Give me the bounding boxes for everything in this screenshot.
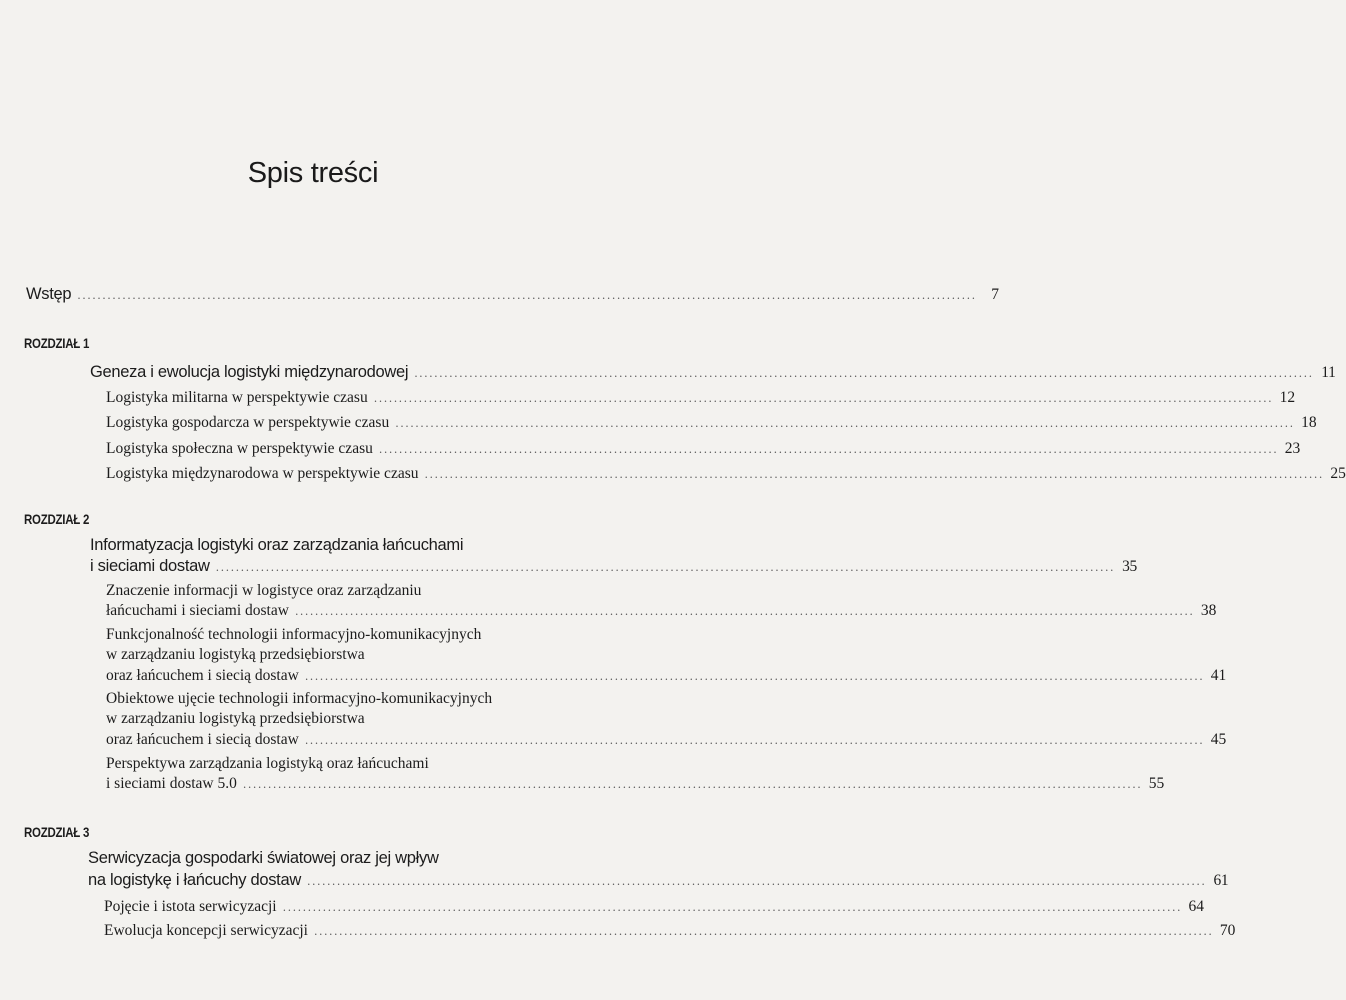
- page-number: 18: [1301, 414, 1317, 431]
- leader-dots: ....................................................................................................................................................................................: [77, 289, 977, 302]
- toc-entry-section[interactable]: [106, 465, 1346, 483]
- leader-dots: ....................................................................................................................................................................................: [414, 367, 1314, 380]
- chapter-title: Geneza i ewolucja logistyki międzynarodowej: [90, 363, 409, 381]
- page-number: 61: [1213, 872, 1229, 889]
- chapter-label: ROZDZIAŁ 2: [24, 511, 90, 527]
- toc-entry-section[interactable]: [106, 667, 1227, 685]
- toc-entry-section[interactable]: [106, 775, 1165, 793]
- section-title: w zarządzaniu logistyką przedsiębiorstwa: [106, 710, 365, 727]
- page-number: 25: [1330, 465, 1346, 482]
- page-number: 11: [1321, 364, 1336, 381]
- leader-dots: ....................................................................................................................................................................................: [314, 925, 1214, 938]
- leader-dots: ....................................................................................................................................................................................: [242, 778, 1143, 791]
- leader-dots: ....................................................................................................................................................................................: [215, 561, 1115, 574]
- toc-entry-section[interactable]: [106, 602, 1217, 620]
- chapter-title: Informatyzacja logistyki oraz zarządzania łańcuchami: [90, 536, 464, 554]
- toc-entry-section[interactable]: [106, 389, 1296, 407]
- toc-entry-section[interactable]: [106, 414, 1317, 432]
- toc-entry-section[interactable]: [106, 440, 1301, 458]
- intro-label: Wstęp: [26, 285, 72, 303]
- leader-dots: ....................................................................................................................................................................................: [282, 901, 1182, 914]
- section-title: Logistyka międzynarodowa w perspektywie czasu: [106, 465, 419, 482]
- leader-dots: ....................................................................................................................................................................................: [373, 392, 1274, 405]
- page-number: 35: [1122, 558, 1137, 575]
- page-number: 55: [1148, 775, 1165, 792]
- section-title: Logistyka gospodarcza w perspektywie czasu: [106, 414, 390, 431]
- chapter-label: ROZDZIAŁ 1: [24, 335, 90, 351]
- page-title: Spis treści: [247, 157, 379, 189]
- chapter-title: Serwicyzacja gospodarki światowej oraz jej wpływ: [88, 849, 439, 867]
- toc-entry-section[interactable]: [104, 922, 1236, 940]
- page-number: 23: [1284, 440, 1301, 457]
- toc-entry-chapter-3[interactable]: [88, 871, 1229, 890]
- section-title: Ewolucja koncepcji serwicyzacji: [104, 922, 308, 939]
- leader-dots: ....................................................................................................................................................................................: [304, 734, 1205, 747]
- page-number: 41: [1210, 667, 1227, 684]
- section-title: oraz łańcuchem i siecią dostaw: [106, 667, 299, 684]
- toc-entry-chapter-1[interactable]: [90, 363, 1336, 382]
- toc-entry-section[interactable]: [104, 898, 1204, 916]
- leader-dots: ....................................................................................................................................................................................: [378, 443, 1279, 456]
- toc-entry-chapter-2[interactable]: [90, 557, 1137, 576]
- leader-dots: ....................................................................................................................................................................................: [424, 468, 1324, 481]
- leader-dots: ....................................................................................................................................................................................: [294, 605, 1195, 618]
- page-number: 38: [1200, 602, 1217, 619]
- section-title: w zarządzaniu logistyką przedsiębiorstwa: [106, 646, 365, 663]
- page-number: 70: [1219, 922, 1236, 939]
- leader-dots: ....................................................................................................................................................................................: [395, 417, 1295, 430]
- toc-entry-intro[interactable]: [26, 285, 999, 304]
- section-title: Logistyka militarna w perspektywie czasu: [106, 389, 368, 406]
- page-number: 45: [1210, 731, 1227, 748]
- chapter-title: i sieciami dostaw: [90, 557, 210, 575]
- section-title: Znaczenie informacji w logistyce oraz zarządzaniu: [106, 582, 422, 599]
- section-title: Funkcjonalność technologii informacyjno-komunikacyjnych: [106, 626, 482, 643]
- section-title: i sieciami dostaw 5.0: [106, 775, 237, 792]
- toc-entry-section[interactable]: [106, 731, 1227, 749]
- leader-dots: ....................................................................................................................................................................................: [304, 670, 1205, 683]
- page-number: 12: [1279, 389, 1296, 406]
- section-title: oraz łańcuchem i siecią dostaw: [106, 731, 299, 748]
- chapter-title: na logistykę i łańcuchy dostaw: [88, 871, 301, 889]
- leader-dots: ....................................................................................................................................................................................: [306, 875, 1207, 888]
- chapter-label: ROZDZIAŁ 3: [24, 824, 90, 840]
- page-number: 7: [991, 286, 999, 303]
- section-title: łańcuchami i sieciami dostaw: [106, 602, 289, 619]
- section-title: Perspektywa zarządzania logistyką oraz łańcuchami: [106, 755, 429, 772]
- page-number: 64: [1188, 898, 1204, 915]
- section-title: Logistyka społeczna w perspektywie czasu: [106, 440, 373, 457]
- section-title: Obiektowe ujęcie technologii informacyjno-komunikacyjnych: [106, 690, 493, 707]
- section-title: Pojęcie i istota serwicyzacji: [104, 898, 277, 915]
